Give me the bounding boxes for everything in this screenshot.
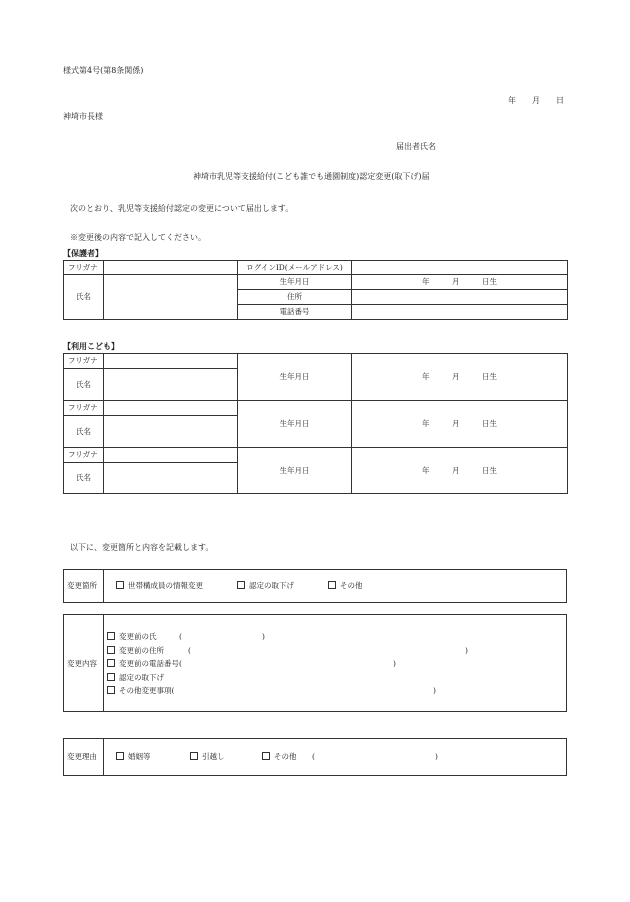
guardian-table: [63, 260, 568, 320]
checkbox-icon: [107, 673, 115, 681]
addressee: 神埼市長様: [63, 112, 103, 121]
option-withdraw[interactable]: 認定の取下げ: [237, 582, 294, 590]
option-household-change[interactable]: 世帯構成員の情報変更: [116, 582, 203, 590]
content-item-withdraw[interactable]: 認定の取下げ: [107, 674, 164, 682]
child-furigana-label: フリガナ: [64, 401, 104, 416]
checkbox-icon: [328, 581, 336, 589]
paren-close: ): [435, 752, 438, 761]
child-name-input[interactable]: [104, 369, 238, 401]
reason-moving[interactable]: 引越し: [190, 753, 225, 761]
guardian-birthdate-input[interactable]: 年 月 日生: [352, 275, 568, 290]
guardian-phone-input[interactable]: [352, 305, 568, 320]
guardian-furigana-label: フリガナ: [64, 261, 104, 275]
checkbox-icon: [262, 752, 270, 760]
checkbox-icon: [107, 686, 115, 694]
paren-close: ): [393, 659, 396, 668]
children-heading: 【利用こども】: [63, 341, 119, 351]
child-name-label: 氏名: [64, 416, 104, 448]
guardian-name-label: 氏名: [64, 275, 104, 320]
changes-intro: 以下に、変更箇所と内容を記載します。: [70, 543, 214, 552]
paren-close: ): [433, 686, 436, 695]
intro-text: 次のとおり、乳児等支援給付認定の変更について届出します。: [70, 204, 294, 213]
child-birthdate-label: 生年月日: [238, 401, 352, 448]
child-furigana-label: フリガナ: [64, 354, 104, 369]
guardian-phone-label: 電話番号: [238, 305, 352, 320]
change-location-box: [63, 569, 567, 603]
content-item-other[interactable]: その他変更事項(: [107, 687, 174, 695]
form-id: 様式第4号(第8条関係): [63, 66, 144, 75]
reason-other[interactable]: その他: [262, 753, 297, 761]
paren-open: (: [312, 752, 315, 761]
notifier-label: 届出者氏名: [396, 142, 436, 151]
change-reason-label: 変更理由: [67, 752, 97, 761]
content-item-previous-surname[interactable]: 変更前の氏: [107, 633, 157, 641]
checkbox-icon: [107, 659, 115, 667]
children-table: [63, 353, 568, 494]
guardian-birthdate-label: 生年月日: [238, 275, 352, 290]
guardian-login-label: ログインID(メールアドレス): [238, 261, 352, 275]
child-birthdate-label: 生年月日: [238, 354, 352, 401]
paren-open: (: [179, 632, 182, 641]
child-furigana-input[interactable]: [104, 401, 238, 416]
content-item-previous-phone[interactable]: 変更前の電話番号(: [107, 660, 182, 668]
paren-open: (: [188, 646, 191, 655]
checkbox-icon: [116, 752, 124, 760]
guardian-furigana-input[interactable]: [104, 261, 238, 275]
child-birthdate-input[interactable]: 年 月 日生: [352, 354, 568, 401]
child-furigana-label: フリガナ: [64, 448, 104, 463]
reason-marriage[interactable]: 婚姻等: [116, 753, 151, 761]
guardian-login-input[interactable]: [352, 261, 568, 275]
child-birthdate-input[interactable]: 年 月 日生: [352, 448, 568, 494]
child-name-label: 氏名: [64, 369, 104, 401]
guardian-heading: 【保護者】: [63, 248, 103, 258]
child-birthdate-input[interactable]: 年 月 日生: [352, 401, 568, 448]
guardian-address-label: 住所: [238, 290, 352, 305]
checkbox-icon: [237, 581, 245, 589]
paren-close: ): [465, 646, 468, 655]
change-content-label: 変更内容: [67, 659, 97, 668]
change-content-box: [63, 614, 567, 712]
checkbox-icon: [107, 646, 115, 654]
child-name-input[interactable]: [104, 463, 238, 494]
paren-close: ): [262, 632, 265, 641]
page-title: 神埼市乳児等支援給付(こども誰でも通園制度)認定変更(取下げ)届: [193, 172, 430, 181]
date-field: 年 月 日: [508, 96, 564, 105]
child-name-input[interactable]: [104, 416, 238, 448]
checkbox-icon: [107, 632, 115, 640]
guardian-name-input[interactable]: [104, 275, 238, 320]
child-name-label: 氏名: [64, 463, 104, 494]
checkbox-icon: [116, 581, 124, 589]
guardian-address-input[interactable]: [352, 290, 568, 305]
content-item-previous-address[interactable]: 変更前の住所: [107, 647, 164, 655]
option-other[interactable]: その他: [328, 582, 363, 590]
change-reason-box: [63, 738, 567, 776]
child-birthdate-label: 生年月日: [238, 448, 352, 494]
checkbox-icon: [190, 752, 198, 760]
child-furigana-input[interactable]: [104, 354, 238, 369]
note-text: ※変更後の内容で記入してください。: [70, 233, 206, 242]
change-location-label: 変更箇所: [67, 581, 97, 590]
child-furigana-input[interactable]: [104, 448, 238, 463]
